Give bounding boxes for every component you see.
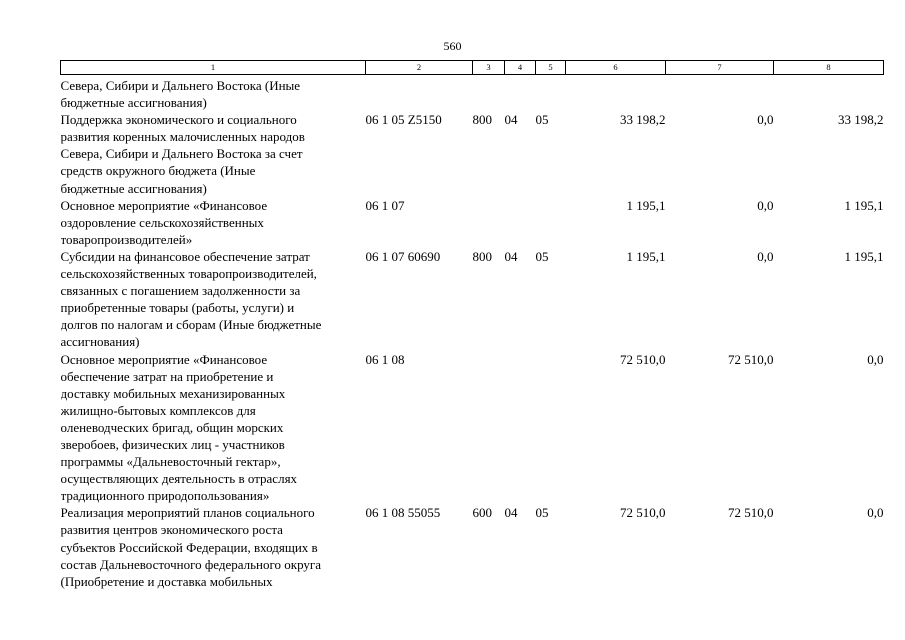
row-name-line: оздоровление сельскохозяйственных (60, 214, 264, 230)
column-header: 2 (366, 61, 473, 75)
target-article-code: 06 1 08 55055 (365, 505, 441, 521)
okrug-amount: 0,0 (867, 351, 884, 367)
row-name-line: программы «Дальневосточный гектар», (60, 454, 281, 470)
okrug-amount: 1 195,1 (844, 197, 884, 213)
total-amount (566, 75, 666, 112)
row-name-line: осуществляющих деятельность в отраслях (60, 471, 298, 487)
row-name-line: зверобоев, физических лиц - участников (60, 436, 285, 452)
okrug-amount (774, 75, 884, 112)
row-name-line: доставку мобильных механизированных (60, 385, 286, 401)
column-header: 8 (774, 61, 884, 75)
column-header: 3 (473, 61, 505, 75)
total-amount: 1 195,1 (626, 197, 666, 213)
table-row (61, 504, 884, 589)
row-name-line: развития центров экономического роста (60, 522, 283, 538)
federal-amount: 0,0 (757, 197, 774, 213)
target-article-code: 06 1 07 60690 (365, 248, 441, 264)
row-name-line: обеспечение затрат на приобретение и (60, 368, 274, 384)
page-number: 560 (443, 39, 462, 53)
row-name-line: развития коренных малочисленных народов (60, 129, 305, 145)
section-code: 04 (504, 248, 518, 264)
row-name-line: Субсидии на финансовое обеспечение затрат (60, 248, 310, 264)
subsection-code: 05 (535, 505, 549, 521)
row-name-line: средств окружного бюджета (Иные (60, 163, 256, 179)
column-number-header (61, 61, 884, 75)
row-name-line: традиционного природопользования» (60, 488, 270, 504)
row-name-line: сельскохозяйственных товаропроизводителей, (60, 266, 317, 282)
expense-type-code: 800 (472, 248, 492, 264)
budget-table (60, 60, 884, 590)
row-name (61, 351, 366, 505)
row-name-line: приобретенные товары (работы, услуги) и (60, 300, 295, 316)
total-amount: 72 510,0 (620, 351, 666, 367)
subsection-code (536, 75, 566, 112)
column-header: 5 (536, 61, 566, 75)
section-code: 04 (504, 505, 518, 521)
expense-type-code (473, 75, 505, 112)
federal-amount: 72 510,0 (728, 351, 774, 367)
subsection-code (536, 351, 566, 505)
table-body (61, 75, 884, 590)
row-name-line: Поддержка экономического и социального (60, 112, 297, 128)
subsection-code: 05 (535, 248, 549, 264)
column-header: 6 (566, 61, 666, 75)
federal-amount: 0,0 (757, 112, 774, 128)
table-row (61, 197, 884, 248)
table-row (61, 75, 884, 112)
table-row (61, 351, 884, 505)
row-name (61, 197, 366, 248)
expense-type-code: 600 (472, 505, 492, 521)
row-name-line: ассигнования) (60, 334, 140, 350)
row-name-line: оленеводческих бригад, общин морских (60, 419, 284, 435)
subsection-code (536, 197, 566, 248)
federal-amount: 0,0 (757, 248, 774, 264)
row-name-line: бюджетные ассигнования) (60, 180, 207, 196)
row-name (61, 248, 366, 351)
section-code (505, 197, 536, 248)
column-header: 7 (666, 61, 774, 75)
section-code (505, 351, 536, 505)
target-article-code (366, 75, 473, 112)
target-article-code: 06 1 08 (365, 351, 405, 367)
total-amount: 33 198,2 (620, 112, 666, 128)
expense-type-code (473, 351, 505, 505)
target-article-code: 06 1 05 Z5150 (365, 112, 442, 128)
row-name (61, 111, 366, 196)
row-name (61, 75, 366, 112)
federal-amount: 72 510,0 (728, 505, 774, 521)
row-name-line: субъектов Российской Федерации, входящих в (60, 539, 318, 555)
column-header: 4 (505, 61, 536, 75)
target-article-code: 06 1 07 (365, 197, 405, 213)
table-row (61, 248, 884, 351)
expense-type-code (473, 197, 505, 248)
row-name-line: бюджетные ассигнования) (60, 95, 207, 111)
row-name-line: состав Дальневосточного федерального округа (60, 556, 321, 572)
row-name-line: жилищно-бытовых комплексов для (60, 402, 256, 418)
row-name-line: (Приобретение и доставка мобильных (60, 573, 273, 589)
row-name-line: связанных с погашением задолженности за (60, 283, 301, 299)
row-name-line: Основное мероприятие «Финансовое (60, 351, 268, 367)
okrug-amount: 33 198,2 (838, 112, 884, 128)
okrug-amount: 0,0 (867, 505, 884, 521)
total-amount: 72 510,0 (620, 505, 666, 521)
row-name-line: Основное мероприятие «Финансовое (60, 197, 268, 213)
table-row (61, 111, 884, 196)
federal-amount (666, 75, 774, 112)
row-name-line: Реализация мероприятий планов социального (60, 505, 315, 521)
row-name-line: Севера, Сибири и Дальнего Востока (Иные (60, 78, 301, 93)
total-amount: 1 195,1 (626, 248, 666, 264)
row-name-line: долгов по налогам и сборам (Иные бюджетные (60, 317, 322, 333)
column-header: 1 (61, 61, 366, 75)
okrug-amount: 1 195,1 (844, 248, 884, 264)
section-code (505, 75, 536, 112)
expense-type-code: 800 (472, 112, 492, 128)
row-name (61, 504, 366, 589)
row-name-line: Севера, Сибири и Дальнего Востока за счет (60, 146, 303, 162)
row-name-line: товаропроизводителей» (60, 231, 193, 247)
section-code: 04 (504, 112, 518, 128)
subsection-code: 05 (535, 112, 549, 128)
